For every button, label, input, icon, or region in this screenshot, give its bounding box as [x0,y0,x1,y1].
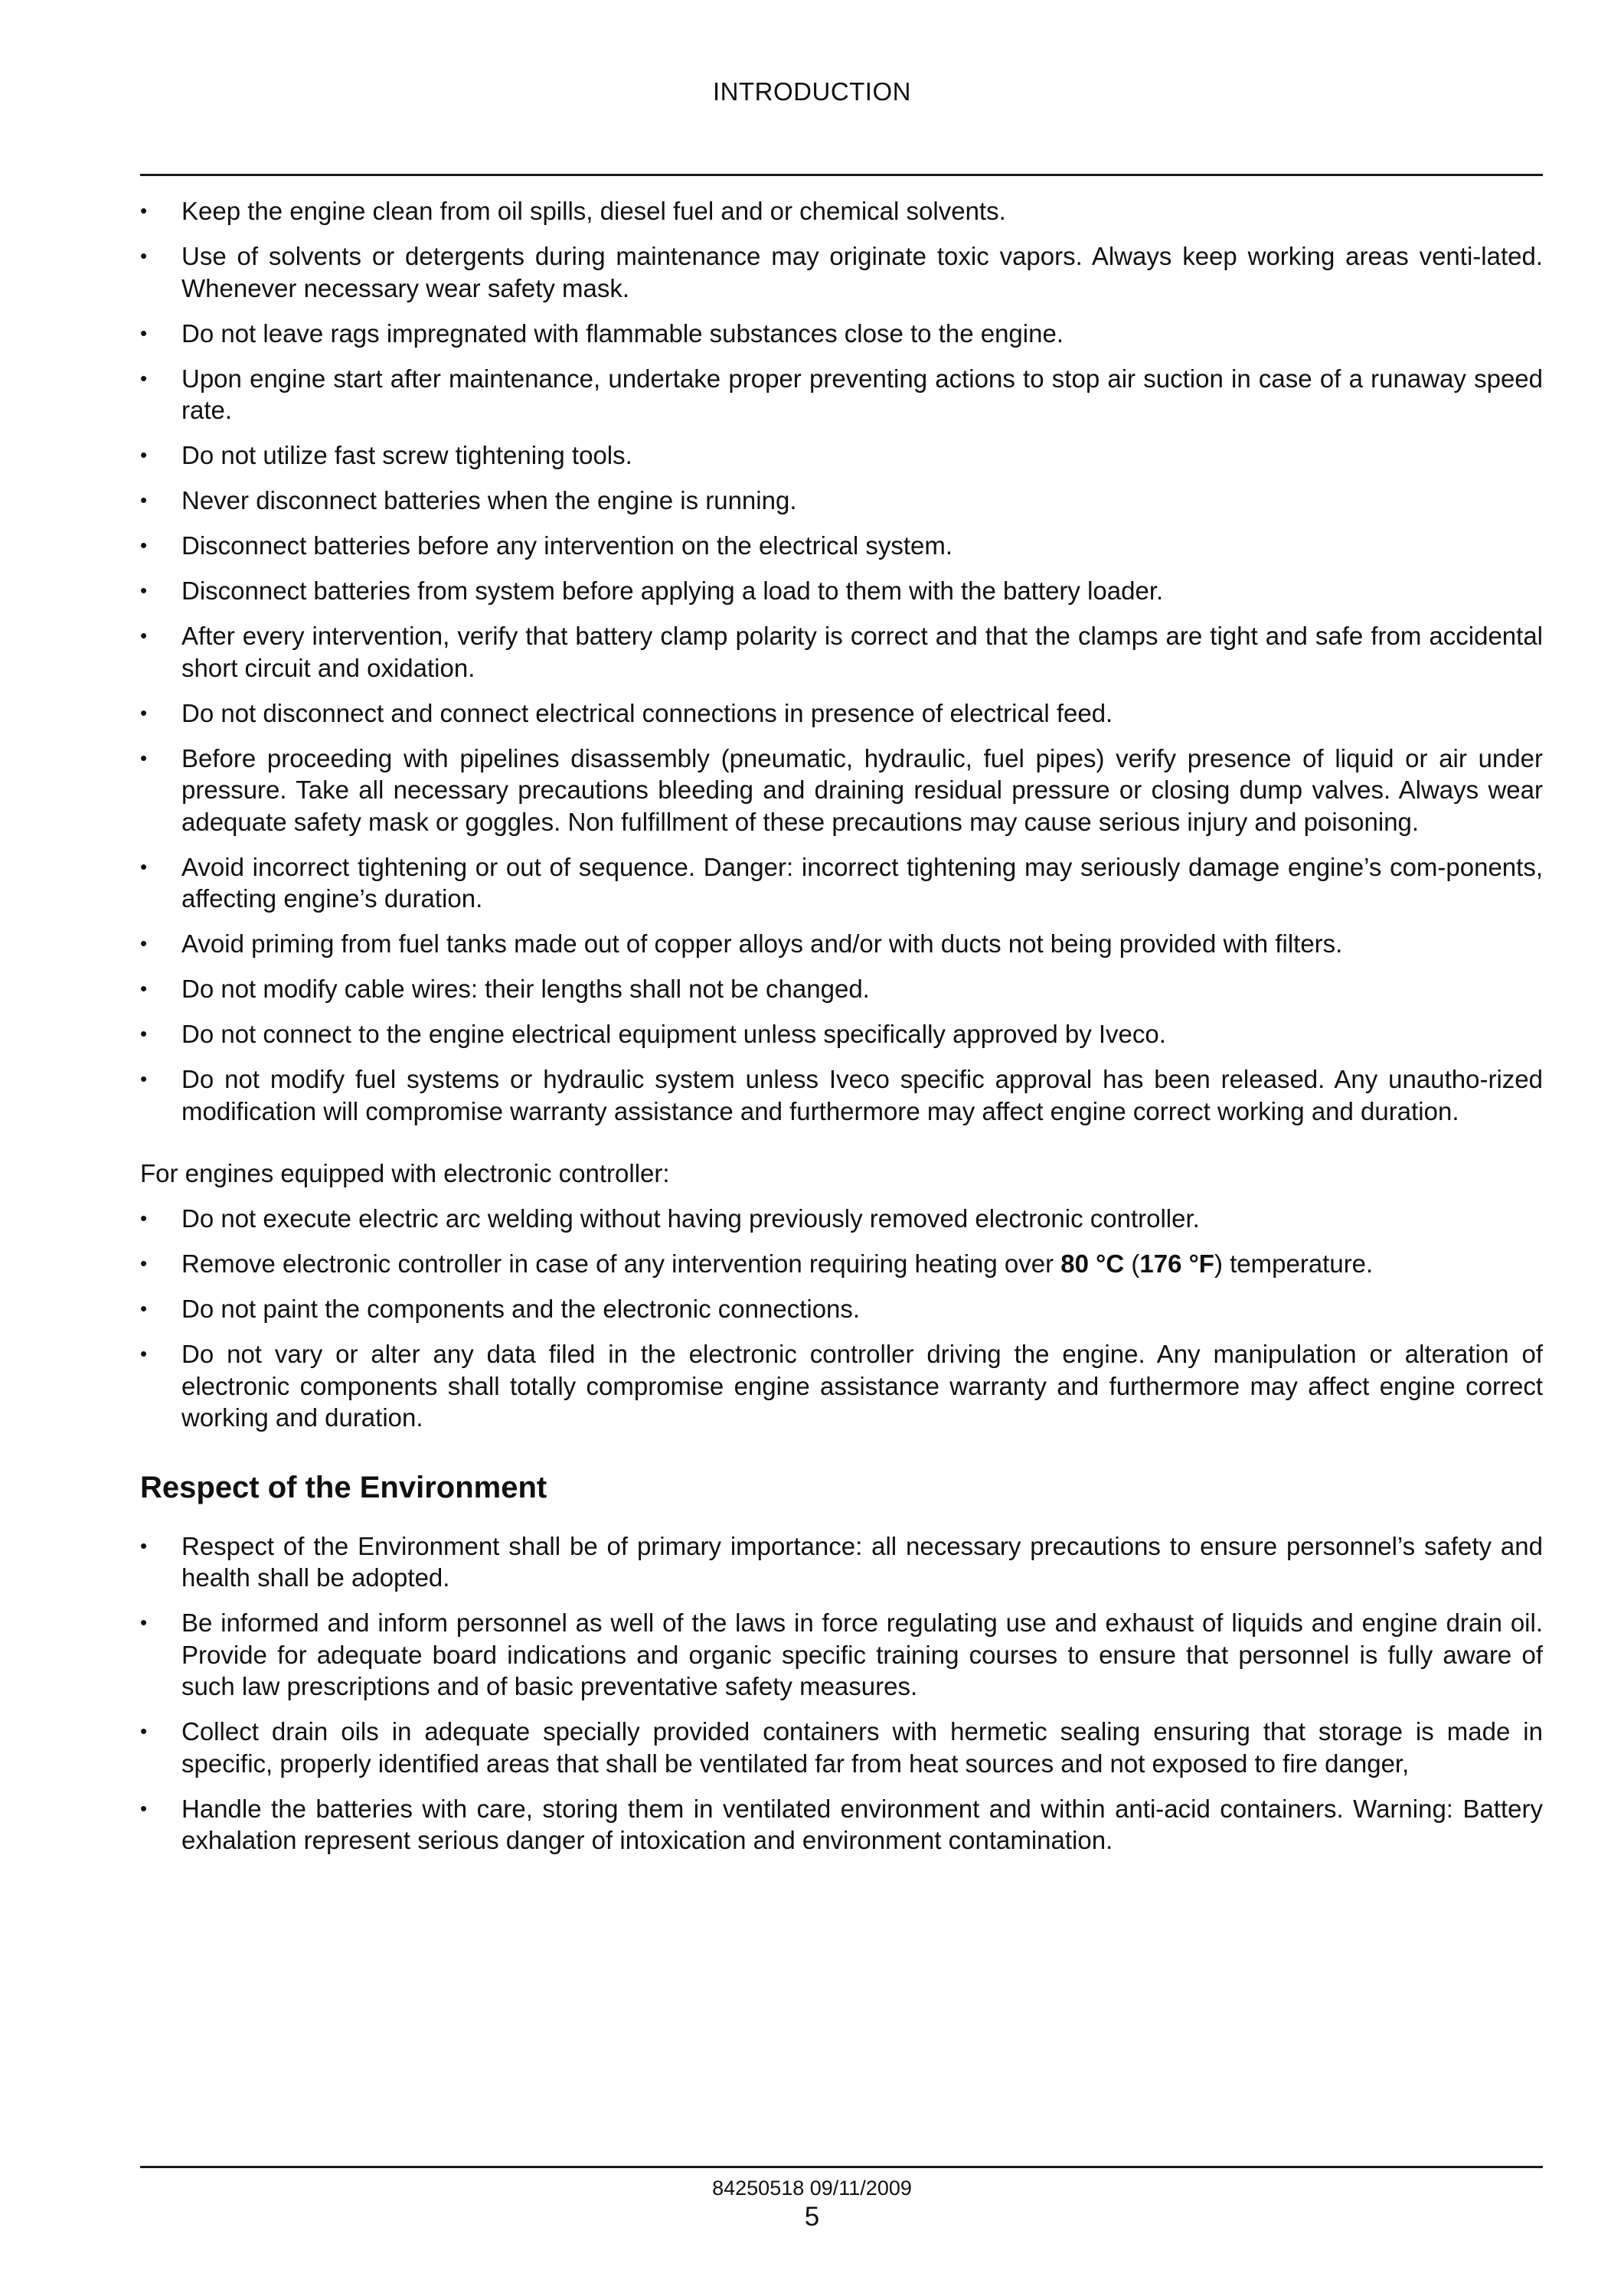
bullet-icon: • [140,701,148,724]
list-item: • Do not modify fuel systems or hydraulic system unless Iveco specific approval has been released. Any unautho-rized modification will compromise warranty assistance and furthermore may affect engine correct working and duration. [140,1065,1543,1125]
environment-bullet-list [140,1530,1543,1857]
bullet-icon: • [140,1796,148,1820]
list-item: • After every intervention, verify that battery clamp polarity is correct and that the clamps are tight and safe from accidental short circuit and oxidation. [140,622,1543,682]
electronic-controller-intro: For engines equipped with electronic controller: [140,1159,670,1187]
list-item: • Avoid priming from fuel tanks made out of copper alloys and/or with ducts not being provided with filters. [140,928,1543,960]
list-item: • Do not modify cable wires: their lengths shall not be changed. [140,973,1543,1005]
bullet-icon: • [140,321,148,345]
bullet-icon: • [140,534,148,557]
bullet-icon: • [140,977,148,1000]
list-item: • Upon engine start after maintenance, undertake proper preventing actions to stop air suction in case of a runaway speed rate. [140,364,1543,424]
list-item: • Remove electronic controller in case of any intervention requiring heating over 80 °C (176 °F) temperature. [140,1248,1543,1280]
temperature-celsius: 80 °C [1060,1249,1125,1278]
bullet-icon: • [140,624,148,647]
safety-bullet-list [140,195,1543,1127]
list-item: • Do not disconnect and connect electrical connections in presence of electrical feed. [140,697,1543,730]
list-item: • Collect drain oils in adequate specially provided containers with hermetic sealing ensuring that storage is made in specific, properly identified areas that shall be ventilated far from heat sources and not exposed to fire danger, [140,1717,1543,1778]
list-item: • Do not connect to the engine electrical equipment unless specifically approved by Iveco. [140,1018,1543,1050]
bullet-icon: • [140,1022,148,1045]
bullet-icon: • [140,443,148,466]
document-code: 84250518 09/11/2009 [712,2177,912,2200]
list-item: • Do not execute electric arc welding without having previously removed electronic controller. [140,1203,1543,1235]
list-item: • Do not leave rags impregnated with flammable substances close to the engine. [140,318,1543,350]
list-item: • Be informed and inform personnel as well of the laws in force regulating use and exhaust of liquids and engine drain oil. Provide for adequate board indications and organic specific training courses to ensure that personnel is fully aware of such law prescriptions and of basic preventative safety measures. [140,1609,1543,1700]
bullet-icon: • [140,199,148,222]
bullet-icon: • [140,1611,148,1634]
list-item: • Keep the engine clean from oil spills, diesel fuel and or chemical solvents. [140,195,1543,227]
temperature-fahrenheit: 176 °F [1139,1249,1214,1278]
bullet-icon: • [140,1067,148,1090]
list-item: • Do not utilize fast screw tightening tools. [140,439,1543,472]
bullet-icon: • [140,1207,148,1230]
page-header-title: INTRODUCTION [713,77,911,106]
list-item: • Avoid incorrect tightening or out of sequence. Danger: incorrect tightening may seriously damage engine’s com-ponents, affecting engine’s duration. [140,852,1543,913]
bullet-icon: • [140,1720,148,1742]
page-number: 5 [804,2202,820,2232]
bullet-icon: • [140,1252,148,1275]
list-item: • Use of solvents or detergents during maintenance may originate toxic vapors. Always keep working areas venti-lated. Whenever necessary wear safety mask. [140,242,1543,302]
list-item: • Before proceeding with pipelines disassembly (pneumatic, hydraulic, fuel pipes) verify presence of liquid or air under pressure. Take all necessary precautions bleeding and draining residual pressure or closing dump valves. Always wear adequate safety mask or goggles. Non fulfillment of these precautions may cause serious injury and poisoning. [140,743,1543,836]
bullet-icon: • [140,579,148,602]
bullet-icon: • [140,244,148,267]
list-item: • Handle the batteries with care, storing them in ventilated environment and within anti-acid containers. Warning: Battery exhalation represent serious danger of intoxication and environment contamination. [140,1794,1543,1854]
bullet-icon: • [140,366,148,390]
list-item: • Never disconnect batteries when the engine is running. [140,485,1543,517]
list-item: • Do not vary or alter any data filed in the electronic controller driving the engine. Any manipulation or alteration of electronic components shall totally compromise engine assistance warranty and furthermore may affect engine correct working and duration. [140,1340,1543,1432]
bullet-icon: • [140,932,148,955]
bullet-icon: • [140,746,148,769]
list-item: • Do not paint the components and the electronic connections. [140,1293,1543,1325]
list-item: • Respect of the Environment shall be of primary importance: all necessary precautions to ensure personnel’s safety and health shall be adopted. [140,1531,1543,1592]
bullet-icon: • [140,854,148,878]
bullet-icon: • [140,1297,148,1320]
footer-rule [140,2166,1543,2168]
bullet-icon: • [140,1342,148,1365]
header-rule [140,174,1543,176]
page-content [140,195,1543,1870]
list-item: • Disconnect batteries from system before applying a load to them with the battery loader. [140,575,1543,607]
section-heading-environment: Respect of the Environment [140,1470,547,1504]
bullet-icon: • [140,1533,148,1557]
list-item: • Disconnect batteries before any intervention on the electrical system. [140,530,1543,562]
electronic-bullet-list [140,1203,1543,1434]
bullet-icon: • [140,488,148,511]
